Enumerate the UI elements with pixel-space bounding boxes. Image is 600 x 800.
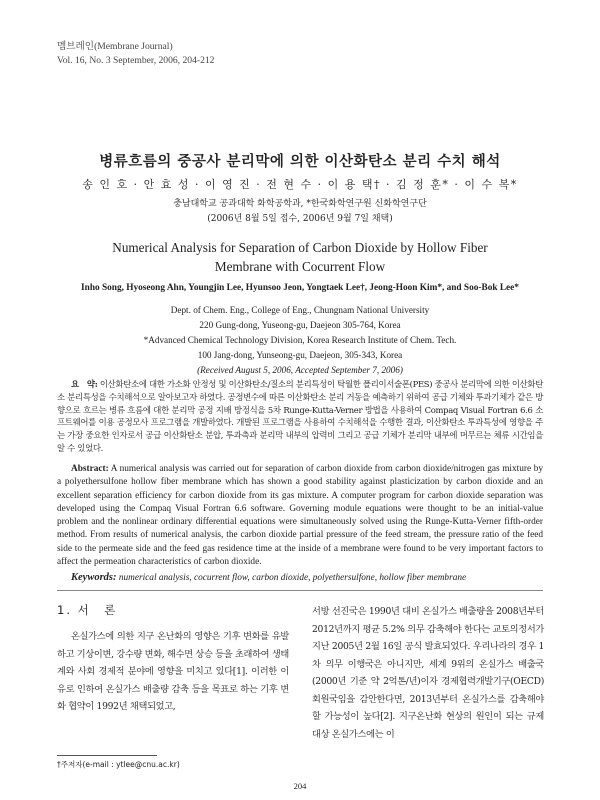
english-affiliation-line-1: Dept. of Chem. Eng., College of Eng., Chungnam National University [170,305,430,315]
english-affiliation-line-2: 220 Gung-dong, Yuseong-gu, Daejeon 305-764, Korea [199,320,401,330]
english-abstract-text: A numerical analysis was carried out for separation of carbon dioxide from carbon dioxide/nitrogen gas mixture by a polyethersulfone hollow fiber membrane which has shown a good stability against plasticization by carbon dioxide and an excellent separation efficiency for carbon dioxide from its gas mixture. A computer program for carbon dioxide separation was developed using the Compaq Visual Fortran 6.6 software. Governing module equations were thought to be an initial-value problem and the nonlinear ordinary differential equations were simultaneously solved using the Runge-Kutta-Verner fifth-order method. From results of numerical analysis, the carbon dioxide partial pressure of the feed stream, the pressure ratio of the feed side to the permeate side and the feed gas residence time at the inside of a membrane were found to be very important factors to affect the permeation characteristics of carbon dioxide. [57,464,544,568]
keywords [57,572,543,583]
korean-dates-line: (2006년 8월 5일 접수, 2006년 9월 7일 채택) [207,214,393,224]
right-column-text: 서방 선진국은 1990년 대비 온실가스 배출량을 2008년부터 2012년까지 평균 5.2% 의무 감축해야 한다는 교토의정서가 지난 2005년 2월 16일 공식 발효되었다. 우리나라의 경우 1차 의무 이행국은 아니지만, 세계 9위의 온실가스 배출국(2000년 기준 약 2억톤/년)이자 경제협력개발기구(OECD) 회원국임을 감안한다면, 2013년부터 온실가스를 감축해야할 가능성이 높다[2]. 지구온난화 현상의 원인이 되는 규제 대상 온실가스에는 이 [312,606,544,740]
section-heading: 1. 서 론 [57,603,118,617]
body-left-column [57,628,289,716]
left-column-text: 온실가스에 의한 지구 온난화의 영향은 기후 변화를 유발하고 기상이변, 강수량 변화, 해수면 상승 등을 초래하여 생태계와 사회 경제적 분야에 영향을 미치고 있다[1]. 이러한 이유로 인하여 온실가스 배출량 감축 등을 목표로 하는 기후 변화 협약이 1992년 채택되었고, [57,631,290,712]
korean-abstract-label: 요 약: [71,379,98,389]
journal-header [57,40,214,68]
english-affiliation-line-3: *Advanced Chemical Technology Division, Korea Research Institute of Chem. Tech. [143,335,457,345]
section-divider [57,590,543,591]
footnote-divider [57,755,157,756]
korean-title: 병류흐름의 중공사 분리막에 의한 이산화탄소 분리 수치 해석 [99,154,501,170]
keywords-label: Keywords: [71,572,117,583]
korean-abstract [57,378,543,455]
korean-affiliation [0,197,600,227]
keywords-text: numerical analysis, cocurrent flow, carbon dioxide, polyethersulfone, hollow fiber membrane [118,573,467,583]
english-dates: (Received August 5, 2006, Accepted September 7, 2006) [197,365,403,375]
korean-authors: 송 인 호 · 안 효 성 · 이 영 진 · 전 현 수 · 이 용 택† · 김 정 훈* · 이 수 복* [82,178,518,191]
english-affiliation-line-4: 100 Jang-dong, Yunseong-gu, Daejeon, 305-343, Korea [197,350,403,360]
page-number: 204 [293,781,307,791]
english-title-line-2: Membrane with Cocurrent Flow [214,259,386,274]
english-affiliation [0,303,600,378]
footnote: †주저자(e-mail : ytlee@cnu.ac.kr) [57,760,180,769]
korean-affiliation-line: 충남대학교 공과대학 화학공학과, *한국화학연구원 신화학연구단 [173,199,427,209]
english-title-line-1: Numerical Analysis for Separation of Carbon Dioxide by Hollow Fiber [112,240,488,255]
journal-name: 멤브레인(Membrane Journal) [57,41,173,52]
english-abstract-label: Abstract: [71,464,109,474]
korean-abstract-text: 이산화탄소에 대한 가소화 안정성 및 이산화탄소/질소의 분리특성이 탁월한 폴리이서술폰(PES) 중공사 분리막에 의한 이산화탄소 분리특성을 수치해석으로 알아보고자 하였다. 공정변수에 따른 이산화탄소 분리 거동을 예측하기 위하여 공급 기체와 투과기체가 같은 방향으로 흐르는 병류 흐름에 대한 분리막 공정 지배 방정식을 5차 Runge-Kutta-Verner 방법을 사용하여 Compaq Visual Fortran 6.6 소프트웨어를 이용 공정모사 프로그램을 개발하였다. 개발된 프로그램을 사용하여 수치해석을 수행한 결과, 이산화탄소 투과특성에 영향을 주는 가장 중요한 인자로서 공급 이산화탄소 분압, 투과측과 분리막 내부의 압력비 그리고 공급 기체가 분리막 내부에 머무르는 체류 시간임을 알 수 있었다. [57,379,543,453]
body-right-column [312,603,544,743]
english-title [0,238,600,276]
english-abstract [57,463,543,569]
english-authors: Inho Song, Hyoseong Ahn, Youngjin Lee, Hyunsoo Jeon, Yongtaek Lee†, Jeong-Hoon Kim*, and Soo-Bok Lee* [81,283,519,293]
journal-issue: Vol. 16, No. 3 September, 2006, 204-212 [57,55,215,66]
